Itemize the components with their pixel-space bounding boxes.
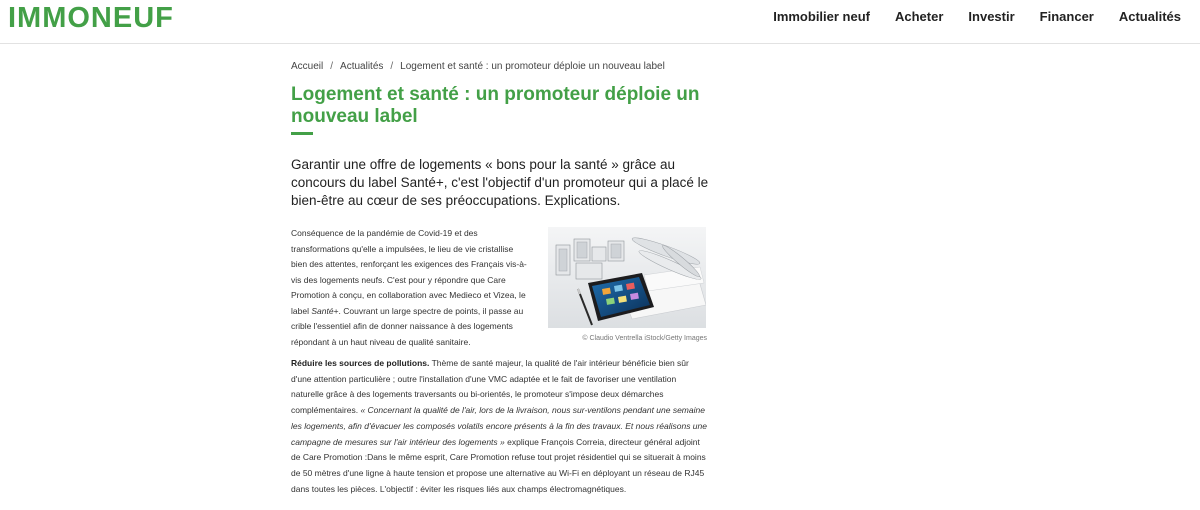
intro-text: Conséquence de la pandémie de Covid-19 et des transformations qu'elle a impulsées, le lieu de vie cristallise bien des attentes, renforçant les exigences des Français vis-à-vis des logements neufs. C'est pour y répondre que Care Promotion à conçu, en collaboration avec Medieco et Vizea, le label [291,228,527,316]
main-nav [748,10,1181,24]
site-logo[interactable]: IMMONEUF [8,2,174,34]
breadcrumb-separator: / [390,61,394,72]
section-text-end: explique François Correia, directeur général adjoint de Care Promotion :Dans le même esprit, Care Promotion refuse tout projet résidentiel qui se situerait à moins de 50 mètres d'une ligne à haute tension et propose une alternative au Wi-Fi en déployant un réseau de RJ45 dans toutes les pièces. L'objectif : éviter les risques liés aux champs électromagnétiques. [291,436,706,494]
title-underline [291,132,313,135]
label-name: Santé+ [311,305,339,316]
image-caption: © Claudio Ventrella iStock/Getty Images [582,335,707,342]
section-text: Thème de santé majeur, la qualité de l'air intérieur bénéficie bien sûr d'une attention particulière ; outre l'installation d'une VMC adaptée et le fait de favoriser une ventilation naturelle grâce à des logements traversants ou bi-orientés, le promoteur s'impose deux démarches complémentaires. [291,358,689,416]
breadcrumb-home[interactable]: Accueil [291,61,324,72]
nav-acheter[interactable]: Acheter [895,9,944,24]
nav-financer[interactable]: Financer [1039,9,1094,24]
architect-tablet-illustration [548,227,706,328]
nav-actualites[interactable]: Actualités [1118,9,1181,24]
nav-investir[interactable]: Investir [968,9,1015,24]
article-intro [291,226,531,350]
article-title: Logement et santé : un promoteur déploie un nouveau label [291,84,700,127]
article-section [291,356,709,497]
section-quote: « Concernant la qualité de l'air, lors de la livraison, nous sur-ventilons pendant une semaine les logements, afin d'évacuer les composés volatils encore présents à la fin des travaux. Et nous réalisons une campagne de mesures sur l'air intérieur des logements » [291,405,707,447]
article-image [548,227,706,328]
intro-text-end: . Couvrant un large spectre de points, il passe au crible l'essentiel afin de donner naissance à des logements répondant à un haut niveau de qualité sanitaire. [291,305,524,347]
breadcrumb [291,61,665,72]
breadcrumb-separator: / [330,61,334,72]
site-header [0,0,1200,44]
breadcrumb-section[interactable]: Actualités [340,61,384,72]
breadcrumb-current: Logement et santé : un promoteur déploie un nouveau label [400,61,665,72]
article-lead: Garantir une offre de logements « bons pour la santé » grâce au concours du label Santé+, c'est l'objectif d'un promoteur qui a placé le bien-être au cœur de ses préoccupations. Explications. [291,157,709,208]
nav-immobilier-neuf[interactable]: Immobilier neuf [773,9,870,24]
section-heading: Réduire les sources de pollutions. [291,358,430,368]
